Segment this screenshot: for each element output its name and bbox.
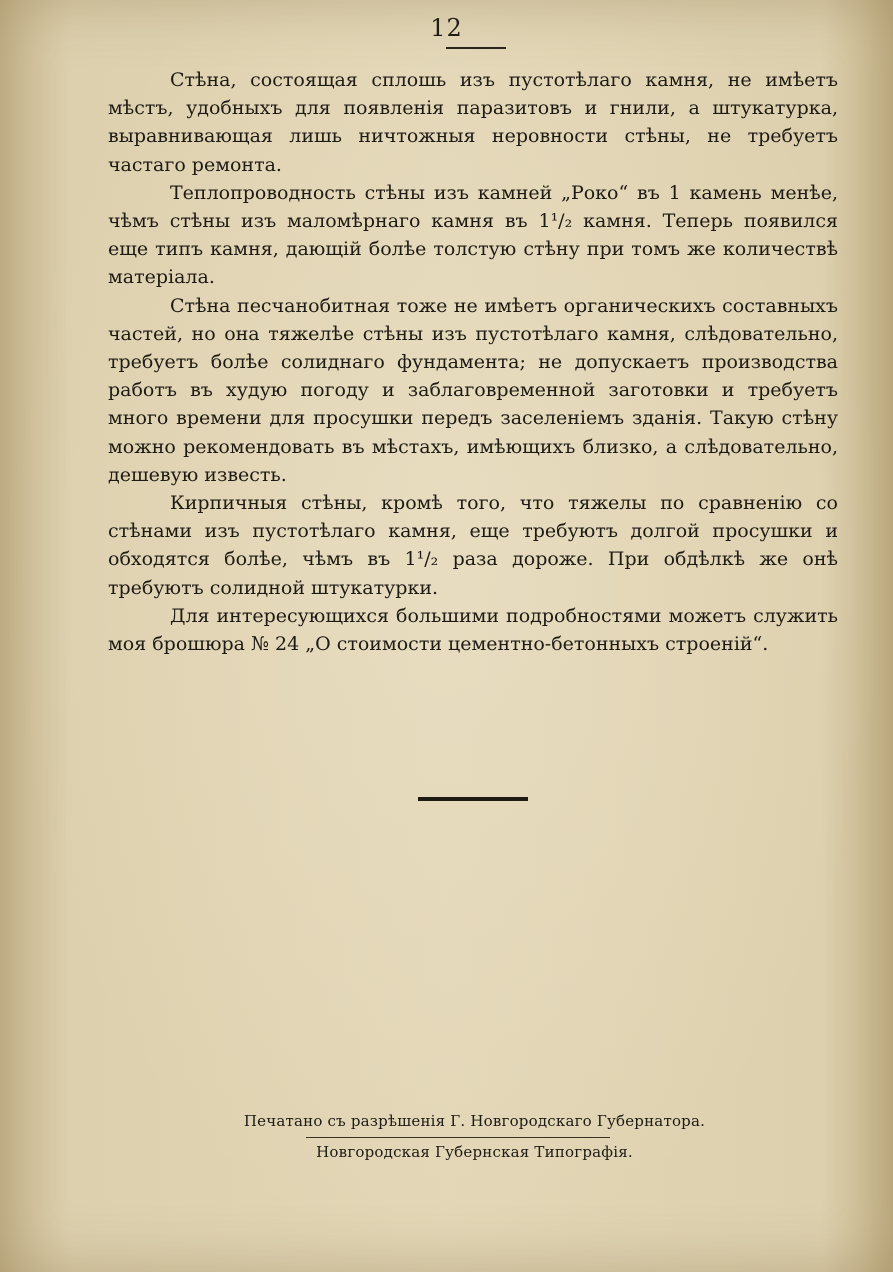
paragraph: Стѣна, состоящая сплошь изъ пустотѣлаго камня, не имѣетъ мѣстъ, удобныхъ для появленія паразитовъ и гнили, а штукатурка, выравнивающая лишь ничтожныя неровности стѣны, не требуетъ частаго ремонта. <box>108 69 838 176</box>
paragraph: Теплопроводность стѣны изъ камней „Роко“ въ 1 камень менѣе, чѣмъ стѣны изъ маломѣрнаго камня въ 1¹/₂ камня. Теперь появился еще типъ камня, дающій болѣе толстую стѣну при томъ же количествѣ матеріала. <box>108 181 838 289</box>
imprint-divider <box>306 1137 610 1138</box>
body-text <box>108 66 838 658</box>
imprint-permission: Печатано съ разрѣшенія Г. Новгородскаго Губернатора. <box>243 1112 706 1130</box>
paragraph: Стѣна песчанобитная тоже не имѣетъ органическихъ составныхъ частей, но она тяжелѣе стѣны изъ пустотѣлаго камня, слѣдовательно, требуетъ болѣе солиднаго фундамента; не допускаетъ производства работъ въ худую погоду и заблаговременной заготовки и требуетъ много времени для просушки передъ заселеніемъ зданія. Такую стѣну можно рекомендовать въ мѣстахъ, имѣющихъ близко, а слѣдовательно, дешевую известь. <box>108 294 838 486</box>
page-number-underline <box>446 47 506 49</box>
paragraph: Для интересующихся большими подробностями можетъ служить моя брошюра № 24 „О стоимости цементно-бетонныхъ строеній“. <box>108 604 838 656</box>
paragraph: Кирпичныя стѣны, кромѣ того, что тяжелы по сравненію со стѣнами изъ пустотѣлаго камня, еще требуютъ долгой просушки и обходятся болѣе, чѣмъ въ 1¹/₂ раза дороже. При обдѣлкѣ же онѣ требуютъ солидной штукатурки. <box>108 492 838 599</box>
page-number: 12 <box>430 14 463 42</box>
imprint-printer: Новгородская Губернская Типографія. <box>316 1143 633 1161</box>
end-of-text-rule <box>418 797 528 801</box>
